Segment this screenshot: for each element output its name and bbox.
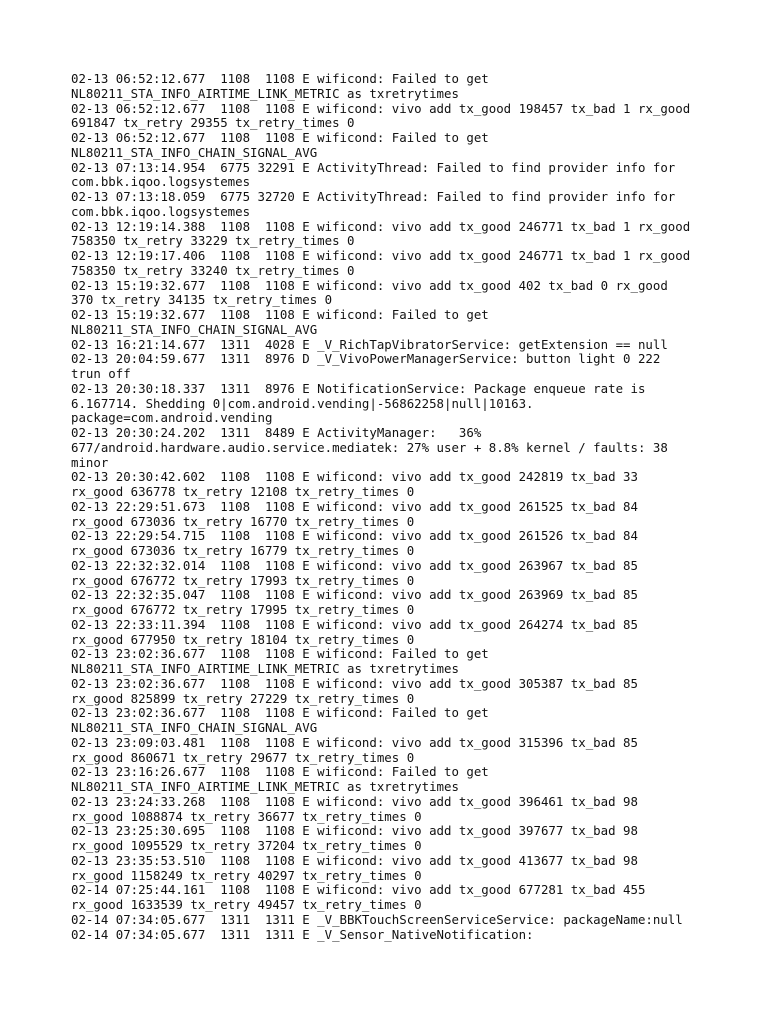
log-line: 02-13 20:04:59.677 1311 8976 D _V_VivoPowerManagerService: button light 0 222 [71,351,661,367]
log-line: rx_good 676772 tx_retry 17993 tx_retry_times 0 [71,572,415,588]
log-line: 02-13 22:29:54.715 1108 1108 E wificond: vivo add tx_good 261526 tx_bad 84 [71,528,638,544]
log-line: 02-13 15:19:32.677 1108 1108 E wificond: Failed to get [71,307,489,322]
log-line: 02-13 22:32:32.014 1108 1108 E wificond: vivo add tx_good 263967 tx_bad 85 [71,557,638,573]
log-line: 02-13 23:35:53.510 1108 1108 E wificond: vivo add tx_good 413677 tx_bad 98 [71,852,638,868]
log-line: NL80211_STA_INFO_AIRTIME_LINK_METRIC as txretrytimes [71,779,459,794]
log-line: 02-13 23:02:36.677 1108 1108 E wificond: vivo add tx_good 305387 tx_bad 85 [71,675,638,691]
log-line: com.bbk.iqoo.logsystemes [71,174,251,190]
log-line: NL80211_STA_INFO_CHAIN_SIGNAL_AVG [71,321,318,337]
log-line: 02-14 07:34:05.677 1311 1311 E _V_BBKTouchScreenServiceService: packageName:null [71,911,683,927]
log-line: 370 tx_retry 34135 tx_retry_times 0 [71,292,333,308]
log-line: rx_good 1088874 tx_retry 36677 tx_retry_times 0 [71,808,422,824]
log-line: 02-14 07:34:05.677 1311 1311 E _V_Sensor_NativeNotification: [71,926,534,942]
log-line: 02-13 12:19:17.406 1108 1108 E wificond: vivo add tx_good 246771 tx_bad 1 rx_good [71,248,691,263]
log-line: 02-13 23:24:33.268 1108 1108 E wificond: vivo add tx_good 396461 tx_bad 98 [71,793,638,809]
log-line: rx_good 673036 tx_retry 16770 tx_retry_times 0 [71,513,415,529]
log-line: 02-13 22:32:35.047 1108 1108 E wificond: vivo add tx_good 263969 tx_bad 85 [71,587,638,603]
log-line: 6.167714. Shedding 0|com.android.vending|-56862258|null|10163. [71,395,534,411]
log-line: NL80211_STA_INFO_CHAIN_SIGNAL_AVG [71,720,318,735]
log-line: 677/android.hardware.audio.service.mediatek: 27% user + 8.8% kernel / faults: 38 [71,439,668,455]
log-line: NL80211_STA_INFO_AIRTIME_LINK_METRIC as txretrytimes [71,85,459,101]
log-line: 758350 tx_retry 33240 tx_retry_times 0 [71,262,355,278]
log-line: rx_good 677950 tx_retry 18104 tx_retry_times 0 [71,631,415,647]
log-line: 02-13 23:16:26.677 1108 1108 E wificond: Failed to get [71,764,489,780]
log-line: rx_good 1633539 tx_retry 49457 tx_retry_times 0 [71,897,422,912]
log-line: 02-13 16:21:14.677 1311 4028 E _V_RichTapVibratorService: getExtension == null [71,336,668,352]
log-line: 02-13 20:30:42.602 1108 1108 E wificond: vivo add tx_good 242819 tx_bad 33 [71,469,638,485]
log-line: 02-13 22:33:11.394 1108 1108 E wificond: vivo add tx_good 264274 tx_bad 85 [71,616,638,632]
log-line: 02-13 23:25:30.695 1108 1108 E wificond: vivo add tx_good 397677 tx_bad 98 [71,823,638,839]
log-line: 02-13 06:52:12.677 1108 1108 E wificond: Failed to get [71,130,489,145]
log-line: 02-13 15:19:32.677 1108 1108 E wificond: vivo add tx_good 402 tx_bad 0 rx_good [71,277,668,293]
log-line: trun off [71,366,131,381]
log-line: 02-13 12:19:14.388 1108 1108 E wificond: vivo add tx_good 246771 tx_bad 1 rx_good [71,218,691,234]
log-line: 02-13 06:52:12.677 1108 1108 E wificond: vivo add tx_good 198457 tx_bad 1 rx_good [71,100,691,116]
log-line: 02-13 20:30:18.337 1311 8976 E NotificationService: Package enqueue rate is [71,380,646,396]
log-line: com.bbk.iqoo.logsystemes [71,203,251,219]
log-line: 758350 tx_retry 33229 tx_retry_times 0 [71,233,355,249]
log-line: 02-13 07:13:14.954 6775 32291 E ActivityThread: Failed to find provider info for [71,159,676,175]
log-line: minor [71,454,109,470]
log-line: 02-13 23:02:36.677 1108 1108 E wificond: Failed to get [71,705,489,721]
log-line: rx_good 676772 tx_retry 17995 tx_retry_times 0 [71,602,415,617]
log-line: rx_good 1095529 tx_retry 37204 tx_retry_times 0 [71,838,422,853]
log-line: rx_good 1158249 tx_retry 40297 tx_retry_times 0 [71,867,422,883]
log-line: rx_good 636778 tx_retry 12108 tx_retry_times 0 [71,484,415,499]
log-line: 02-13 20:30:24.202 1311 8489 E ActivityManager: 36% [71,425,482,440]
log-line: rx_good 860671 tx_retry 29677 tx_retry_times 0 [71,749,415,765]
log-line: 691847 tx_retry 29355 tx_retry_times 0 [71,115,355,131]
log-document [71,72,711,942]
log-line: 02-13 22:29:51.673 1108 1108 E wificond: vivo add tx_good 261525 tx_bad 84 [71,498,638,514]
log-line: rx_good 825899 tx_retry 27229 tx_retry_times 0 [71,690,415,706]
log-line: 02-13 07:13:18.059 6775 32720 E ActivityThread: Failed to find provider info for [71,189,676,204]
log-line: 02-13 06:52:12.677 1108 1108 E wificond: Failed to get [71,71,489,86]
log-line: package=com.android.vending [71,410,273,426]
log-line: NL80211_STA_INFO_AIRTIME_LINK_METRIC as txretrytimes [71,661,459,676]
log-line: rx_good 673036 tx_retry 16779 tx_retry_times 0 [71,543,415,558]
log-line: 02-14 07:25:44.161 1108 1108 E wificond: vivo add tx_good 677281 tx_bad 455 [71,882,646,898]
log-line: NL80211_STA_INFO_CHAIN_SIGNAL_AVG [71,144,318,160]
log-line: 02-13 23:09:03.481 1108 1108 E wificond: vivo add tx_good 315396 tx_bad 85 [71,734,638,750]
log-line: 02-13 23:02:36.677 1108 1108 E wificond: Failed to get [71,646,489,662]
